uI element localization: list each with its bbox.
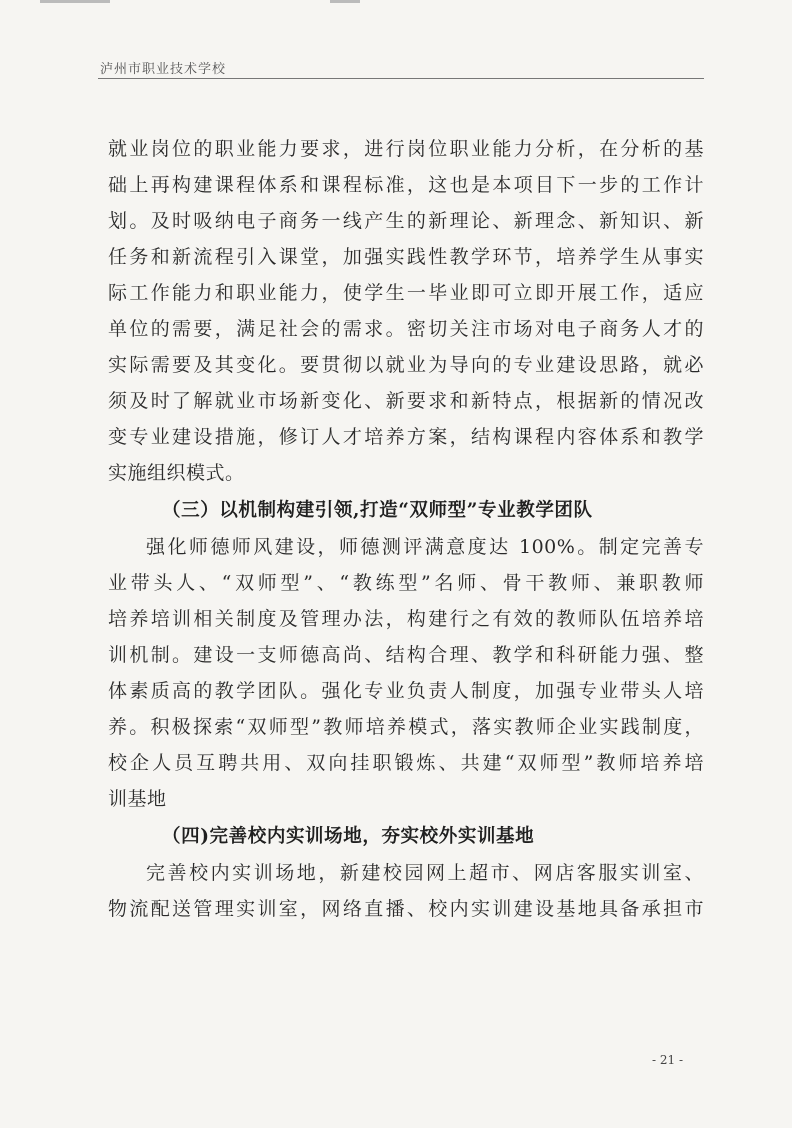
text-line: 完善校内实训场地，新建校园网上超市、网店客服实训室、	[146, 862, 704, 884]
text-line: 物流配送管理实训室，网络直播、校内实训建设基地具备承担市	[108, 898, 704, 920]
scan-edge-mark	[40, 0, 110, 3]
text-line: 划。及时吸纳电子商务一线产生的新理论、新理念、新知识、新	[108, 210, 704, 232]
header-divider	[98, 78, 704, 79]
text-line: 单位的需要，满足社会的需求。密切关注市场对电子商务人才的	[108, 318, 704, 340]
text-line: 实施组织模式。	[108, 462, 245, 484]
text-line: 变专业建设措施，修订人才培养方案，结构课程内容体系和教学	[108, 426, 704, 448]
text-line: 际工作能力和职业能力，使学生一毕业即可立即开展工作，适应	[108, 282, 704, 304]
text-line: 础上再构建课程体系和课程标准，这也是本项目下一步的工作计	[108, 174, 704, 196]
text-line: 校企人员互聘共用、双向挂职锻炼、共建“双师型”教师培养培	[108, 752, 704, 774]
text-line: 训机制。建设一支师德高尚、结构合理、教学和科研能力强、整	[108, 644, 704, 666]
section-heading-3: （三）以机制构建引领,打造“双师型”专业教学团队	[162, 500, 593, 521]
text-line: 培养培训相关制度及管理办法，构建行之有效的教师队伍培养培	[108, 608, 704, 630]
text-line: 须及时了解就业市场新变化、新要求和新特点，根据新的情况改	[108, 390, 704, 412]
text-line: 训基地	[108, 788, 167, 810]
page-number: - 21 -	[652, 1053, 684, 1067]
text-line: 就业岗位的职业能力要求，进行岗位职业能力分析，在分析的基	[108, 138, 704, 160]
text-line: 体素质高的教学团队。强化专业负责人制度，加强专业带头人培	[108, 680, 704, 702]
scan-edge-mark	[330, 0, 360, 3]
text-line: 任务和新流程引入课堂，加强实践性教学环节，培养学生从事实	[108, 246, 704, 268]
text-line: 强化师德师风建设，师德测评满意度达 100%。制定完善专	[146, 536, 704, 558]
text-line: 实际需要及其变化。要贯彻以就业为导向的专业建设思路，就必	[108, 354, 704, 376]
text-line: 养。积极探索“双师型”教师培养模式，落实教师企业实践制度，	[108, 716, 704, 738]
section-heading-4: （四)完善校内实训场地，夯实校外实训基地	[162, 826, 535, 847]
text-line: 业带头人、“双师型”、“教练型”名师、骨干教师、兼职教师	[108, 572, 704, 594]
page-header-school: 泸州市职业技术学校	[100, 62, 227, 77]
